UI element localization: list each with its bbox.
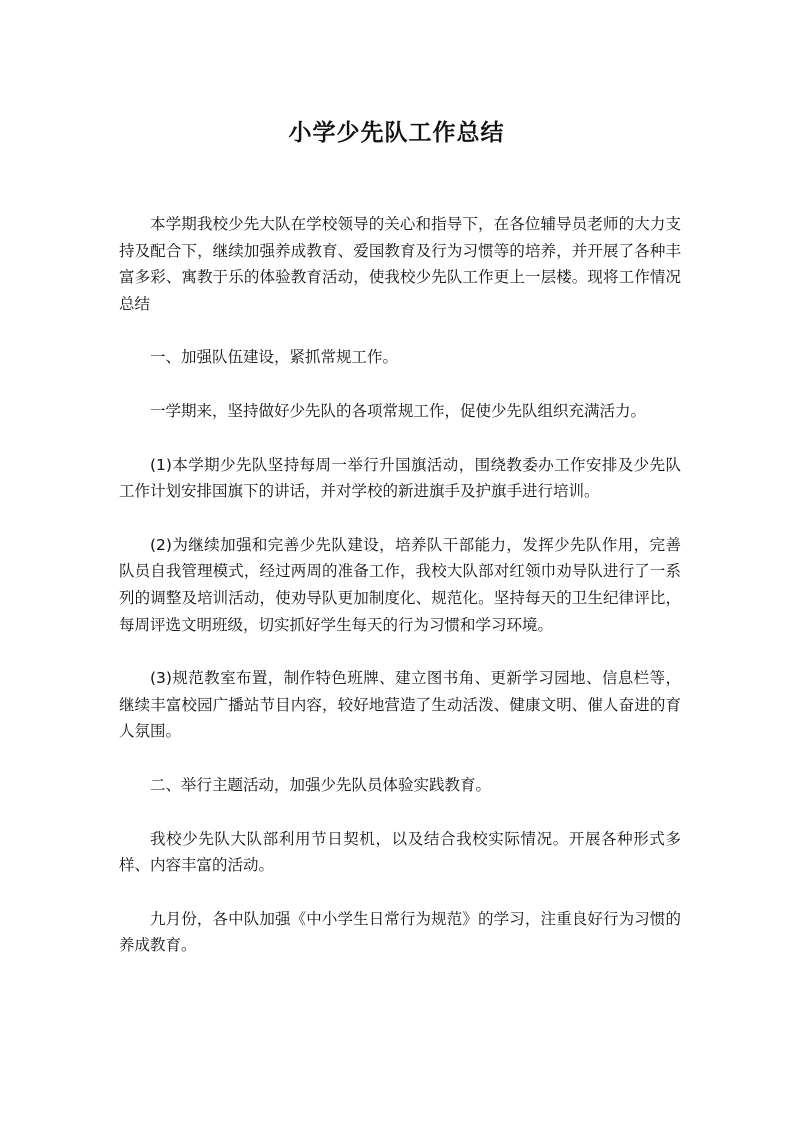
paragraph: 九月份，各中队加强《中小学生日常行为规范》的学习，注重良好行为习惯的养成教育。: [119, 909, 681, 955]
paragraph-item-1: (1)本学期少先队坚持每周一举行升国旗活动，围绕教委办工作安排及少先队工作计划安排国旗下的讲话，并对学校的新进旗手及护旗手进行培训。: [119, 455, 681, 501]
paragraph-item-3: (3)规范教室布置，制作特色班牌、建立图书角、更新学习园地、信息栏等，继续丰富校园广播站节目内容，较好地营造了生动活泼、健康文明、催人奋进的育人氛围。: [119, 669, 681, 741]
paragraph-intro: 本学期我校少先大队在学校领导的关心和指导下，在各位辅导员老师的大力支持及配合下，继续加强养成教育、爱国教育及行为习惯等的培养，并开展了各种丰富多彩、寓教于乐的体验教育活动，使我校少先队工作更上一层楼。现将工作情况总结: [119, 215, 681, 313]
section-heading-1: 一、加强队伍建设，紧抓常规工作。: [150, 348, 399, 367]
paragraph: 一学期来，坚持做好少先队的各项常规工作，促使少先队组织充满活力。: [150, 401, 647, 420]
paragraph-item-2: (2)为继续加强和完善少先队建设，培养队干部能力，发挥少先队作用，完善队员自我管理模式，经过两周的准备工作，我校大队部对红领巾劝导队进行了一系列的调整及培训活动，使劝导队更加制度化、规范化。坚持每天的卫生纪律评比，每周评选文明班级，切实抓好学生每天的行为习惯和学习环境。: [119, 535, 681, 634]
document-body: [119, 211, 681, 986]
paragraph: 我校少先队大队部利用节日契机，以及结合我校实际情况。开展各种形式多样、内容丰富的活动。: [119, 829, 681, 875]
document-title: 小学少先队工作总结: [288, 120, 505, 146]
section-heading-2: 二、举行主题活动，加强少先队员体验实践教育。: [150, 775, 492, 794]
